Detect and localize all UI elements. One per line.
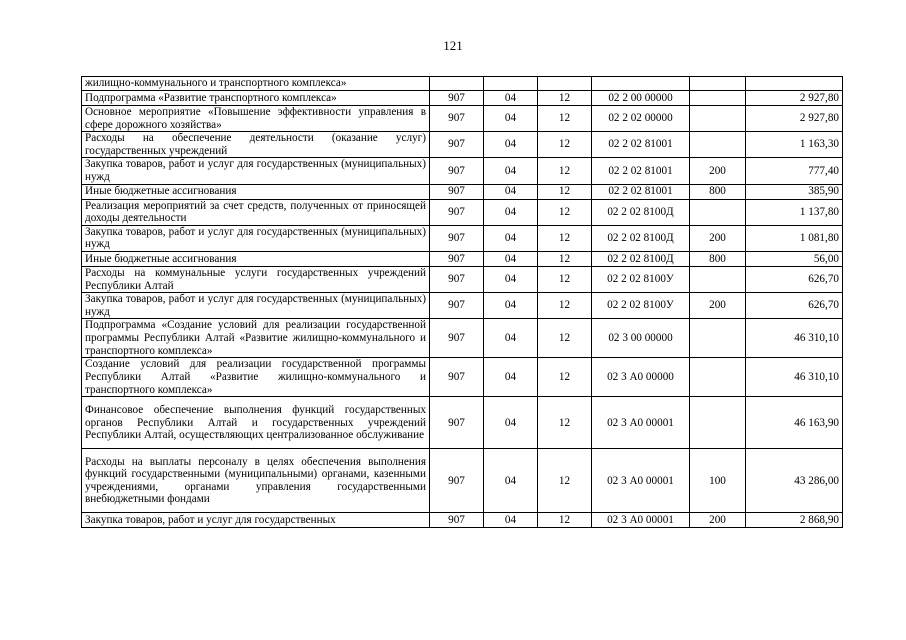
cell-section: 04 <box>484 91 538 106</box>
cell-description: Закупка товаров, работ и услуг для государственных (муниципальных) нужд <box>82 293 430 319</box>
cell-subsection: 12 <box>538 199 592 225</box>
cell-description: Иные бюджетные ассигнования <box>82 251 430 266</box>
cell-expense-type <box>690 106 746 132</box>
table-row <box>82 449 843 513</box>
cell-subsection: 12 <box>538 397 592 449</box>
cell-target-article: 02 2 02 8100У <box>592 293 690 319</box>
cell-description: Закупка товаров, работ и услуг для государственных <box>82 513 430 528</box>
cell-section: 04 <box>484 106 538 132</box>
cell-expense-type: 200 <box>690 513 746 528</box>
cell-grbs-code: 907 <box>430 158 484 184</box>
cell-description: Закупка товаров, работ и услуг для государственных (муниципальных) нужд <box>82 158 430 184</box>
cell-amount <box>746 77 843 91</box>
cell-description: Подпрограмма «Создание условий для реализации государственной программы Республики Алтай «Развитие жилищно-коммунального и транспортного комплекса» <box>82 319 430 358</box>
table-row <box>82 132 843 158</box>
cell-target-article: 02 2 02 8100Д <box>592 225 690 251</box>
cell-section: 04 <box>484 266 538 292</box>
cell-expense-type: 100 <box>690 449 746 513</box>
cell-section: 04 <box>484 158 538 184</box>
cell-expense-type <box>690 266 746 292</box>
cell-expense-type <box>690 132 746 158</box>
cell-description: Основное мероприятие «Повышение эффективности управления в сфере дорожного хозяйства» <box>82 106 430 132</box>
cell-description: Иные бюджетные ассигнования <box>82 184 430 199</box>
cell-grbs-code: 907 <box>430 225 484 251</box>
cell-section: 04 <box>484 293 538 319</box>
cell-target-article <box>592 77 690 91</box>
cell-grbs-code: 907 <box>430 91 484 106</box>
cell-expense-type <box>690 319 746 358</box>
cell-subsection: 12 <box>538 293 592 319</box>
cell-expense-type: 200 <box>690 158 746 184</box>
cell-target-article: 02 2 02 8100Д <box>592 199 690 225</box>
table-row <box>82 266 843 292</box>
cell-subsection: 12 <box>538 158 592 184</box>
cell-section: 04 <box>484 132 538 158</box>
cell-section: 04 <box>484 319 538 358</box>
cell-amount: 46 163,90 <box>746 397 843 449</box>
cell-expense-type: 200 <box>690 293 746 319</box>
cell-subsection <box>538 77 592 91</box>
page-number: 121 <box>443 38 463 53</box>
cell-amount: 2 927,80 <box>746 106 843 132</box>
cell-amount: 46 310,10 <box>746 319 843 358</box>
cell-section: 04 <box>484 184 538 199</box>
cell-description: Финансовое обеспечение выполнения функций государственных органов Республики Алтай и государственных учреждений Республики Алтай, осуществляющих централизованное обслуживание <box>82 397 430 449</box>
cell-subsection: 12 <box>538 225 592 251</box>
cell-target-article: 02 3 00 00000 <box>592 319 690 358</box>
cell-grbs-code: 907 <box>430 358 484 397</box>
cell-subsection: 12 <box>538 132 592 158</box>
table-row <box>82 513 843 528</box>
cell-target-article: 02 2 02 8100У <box>592 266 690 292</box>
cell-description: Расходы на коммунальные услуги государственных учреждений Республики Алтай <box>82 266 430 292</box>
cell-target-article: 02 3 А0 00001 <box>592 449 690 513</box>
cell-amount: 1 163,30 <box>746 132 843 158</box>
cell-section: 04 <box>484 251 538 266</box>
cell-subsection: 12 <box>538 184 592 199</box>
table-row <box>82 106 843 132</box>
cell-description: Закупка товаров, работ и услуг для государственных (муниципальных) нужд <box>82 225 430 251</box>
cell-section: 04 <box>484 225 538 251</box>
cell-section: 04 <box>484 449 538 513</box>
table-row <box>82 91 843 106</box>
budget-table <box>81 76 843 528</box>
cell-subsection: 12 <box>538 513 592 528</box>
cell-amount: 626,70 <box>746 266 843 292</box>
cell-section <box>484 77 538 91</box>
cell-grbs-code: 907 <box>430 397 484 449</box>
cell-target-article: 02 2 02 81001 <box>592 158 690 184</box>
cell-grbs-code: 907 <box>430 184 484 199</box>
table-row <box>82 319 843 358</box>
cell-amount: 43 286,00 <box>746 449 843 513</box>
table-row <box>82 251 843 266</box>
table-row <box>82 293 843 319</box>
cell-grbs-code: 907 <box>430 132 484 158</box>
cell-amount: 56,00 <box>746 251 843 266</box>
cell-subsection: 12 <box>538 319 592 358</box>
cell-grbs-code: 907 <box>430 106 484 132</box>
table-row <box>82 77 843 91</box>
cell-expense-type <box>690 358 746 397</box>
cell-section: 04 <box>484 513 538 528</box>
cell-grbs-code: 907 <box>430 266 484 292</box>
cell-target-article: 02 2 02 00000 <box>592 106 690 132</box>
cell-grbs-code: 907 <box>430 513 484 528</box>
cell-grbs-code: 907 <box>430 293 484 319</box>
cell-amount: 2 927,80 <box>746 91 843 106</box>
table-row <box>82 358 843 397</box>
cell-expense-type <box>690 199 746 225</box>
cell-target-article: 02 2 02 81001 <box>592 132 690 158</box>
cell-target-article: 02 3 А0 00000 <box>592 358 690 397</box>
cell-section: 04 <box>484 199 538 225</box>
cell-amount: 1 081,80 <box>746 225 843 251</box>
table-row <box>82 397 843 449</box>
cell-subsection: 12 <box>538 251 592 266</box>
cell-subsection: 12 <box>538 91 592 106</box>
cell-amount: 46 310,10 <box>746 358 843 397</box>
cell-target-article: 02 2 02 81001 <box>592 184 690 199</box>
cell-grbs-code: 907 <box>430 449 484 513</box>
table-row <box>82 158 843 184</box>
cell-amount: 777,40 <box>746 158 843 184</box>
table-body <box>82 77 843 528</box>
cell-description: Создание условий для реализации государственной программы Республики Алтай «Развитие жилищно-коммунального и транспортного комплекса» <box>82 358 430 397</box>
cell-expense-type <box>690 397 746 449</box>
cell-subsection: 12 <box>538 266 592 292</box>
cell-expense-type <box>690 91 746 106</box>
cell-amount: 1 137,80 <box>746 199 843 225</box>
cell-amount: 2 868,90 <box>746 513 843 528</box>
cell-target-article: 02 2 00 00000 <box>592 91 690 106</box>
cell-target-article: 02 3 А0 00001 <box>592 397 690 449</box>
cell-amount: 385,90 <box>746 184 843 199</box>
cell-amount: 626,70 <box>746 293 843 319</box>
cell-section: 04 <box>484 358 538 397</box>
cell-expense-type: 800 <box>690 184 746 199</box>
cell-expense-type: 800 <box>690 251 746 266</box>
cell-subsection: 12 <box>538 106 592 132</box>
cell-expense-type <box>690 77 746 91</box>
cell-target-article: 02 3 А0 00001 <box>592 513 690 528</box>
cell-subsection: 12 <box>538 358 592 397</box>
cell-section: 04 <box>484 397 538 449</box>
table-row <box>82 225 843 251</box>
table-row <box>82 184 843 199</box>
cell-grbs-code: 907 <box>430 199 484 225</box>
cell-description: Расходы на выплаты персоналу в целях обеспечения выполнения функций государственными (муниципальными) органами, казенными учреждениями, органами управления государственными внебюджетными фондами <box>82 449 430 513</box>
cell-target-article: 02 2 02 8100Д <box>592 251 690 266</box>
table-row <box>82 199 843 225</box>
cell-grbs-code: 907 <box>430 251 484 266</box>
cell-description: Расходы на обеспечение деятельности (оказание услуг) государственных учреждений <box>82 132 430 158</box>
cell-description: Реализация мероприятий за счет средств, полученных от приносящей доходы деятельности <box>82 199 430 225</box>
cell-subsection: 12 <box>538 449 592 513</box>
cell-grbs-code: 907 <box>430 319 484 358</box>
cell-expense-type: 200 <box>690 225 746 251</box>
cell-description: жилищно-коммунального и транспортного комплекса» <box>82 77 430 91</box>
cell-grbs-code <box>430 77 484 91</box>
cell-description: Подпрограмма «Развитие транспортного комплекса» <box>82 91 430 106</box>
